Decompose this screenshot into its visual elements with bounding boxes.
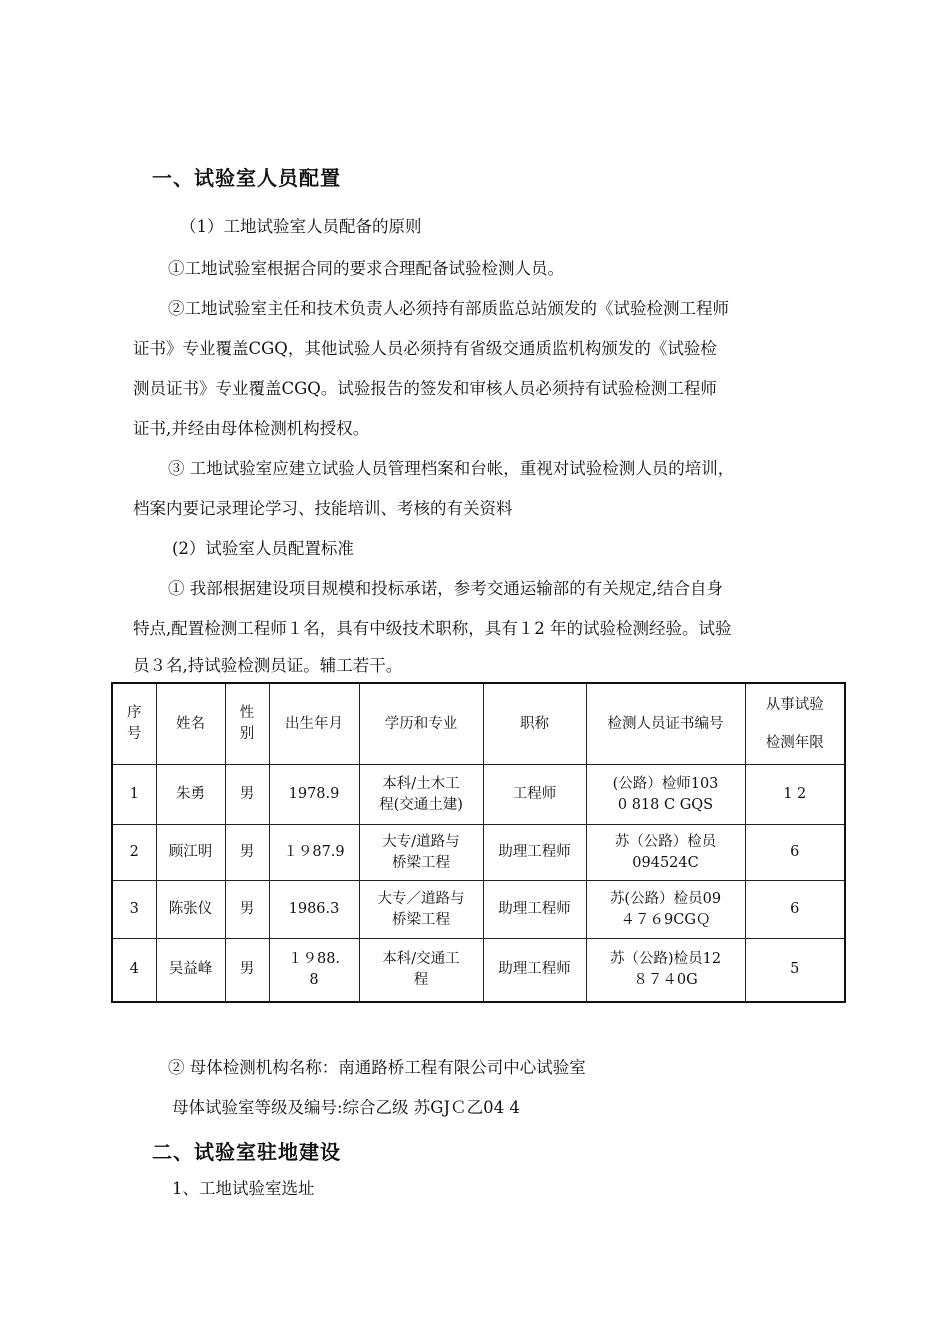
- subheading-principles: （1）工地试验室人员配备的原则: [180, 217, 422, 236]
- cell-gender: 男: [225, 939, 269, 1002]
- cell-name: 吴益峰: [156, 939, 225, 1002]
- paragraph-2-line-4: 证书,并经由母体检测机构授权。: [133, 419, 370, 438]
- cell-certificate: 苏（公路)检员12 ８７４0G: [586, 939, 745, 1002]
- cell-title: 工程师: [483, 765, 586, 825]
- subheading-site-selection: 1、工地试验室选址: [172, 1179, 315, 1198]
- cell-education: 本科/土木工 程(交通土建): [359, 765, 483, 825]
- cell-title: 助理工程师: [483, 881, 586, 939]
- cell-certificate: (公路）检师103 0 818 C GQS: [586, 765, 745, 825]
- table-row: [112, 825, 845, 881]
- paragraph-5: ② 母体检测机构名称：南通路桥工程有限公司中心试验室: [168, 1058, 586, 1077]
- paragraph-4-line-2: 特点,配置检测工程师１名，具有中级技术职称，具有１2 年的试验检测经验。试验: [133, 619, 732, 638]
- cell-birth: １９88. 8: [269, 939, 359, 1002]
- cell-birth: 1978.9: [269, 765, 359, 825]
- paragraph-4-line-3: 员３名,持试验检测员证。辅工若干。: [133, 656, 403, 675]
- cell-gender: 男: [225, 881, 269, 939]
- cell-certificate: 苏（公路）检员 094524C: [586, 825, 745, 881]
- cell-no: 4: [112, 939, 156, 1002]
- cell-title: 助理工程师: [483, 939, 586, 1002]
- table-row: [112, 881, 845, 939]
- paragraph-3-line-1: ③ 工地试验室应建立试验人员管理档案和台帐，重视对试验检测人员的培训，: [168, 459, 735, 478]
- cell-years: 5: [745, 939, 845, 1002]
- cell-education: 大专/道路与 桥梁工程: [359, 825, 483, 881]
- paragraph-2-line-1: ②工地试验室主任和技术负责人必须持有部质监总站颁发的《试验检测工程师: [168, 299, 729, 318]
- table-row: [112, 765, 845, 825]
- cell-no: 3: [112, 881, 156, 939]
- cell-birth: １９87.9: [269, 825, 359, 881]
- paragraph-6: 母体试验室等级及编号:综合乙级 苏GJＣ乙04 4: [172, 1098, 520, 1117]
- header-name: 姓名: [156, 683, 225, 765]
- cell-education: 本科/交通工 程: [359, 939, 483, 1002]
- cell-name: 朱勇: [156, 765, 225, 825]
- paragraph-4-line-1: ① 我部根据建设项目规模和投标承诺，参考交通运输部的有关规定,结合自身: [168, 579, 723, 598]
- section2-heading: 二、试验室驻地建设: [152, 1140, 341, 1164]
- cell-years: 1 2: [745, 765, 845, 825]
- subheading-standards: (2）试验室人员配置标准: [172, 539, 354, 558]
- cell-gender: 男: [225, 825, 269, 881]
- cell-years: 6: [745, 881, 845, 939]
- header-education: 学历和专业: [359, 683, 483, 765]
- cell-education: 大专／道路与 桥梁工程: [359, 881, 483, 939]
- section1-heading: 一、试验室人员配置: [152, 166, 341, 190]
- cell-name: 陈张仪: [156, 881, 225, 939]
- paragraph-1: ①工地试验室根据合同的要求合理配备试验检测人员。: [168, 259, 564, 278]
- cell-title: 助理工程师: [483, 825, 586, 881]
- cell-birth: 1986.3: [269, 881, 359, 939]
- header-no: 序 号: [112, 683, 156, 765]
- cell-name: 顾江明: [156, 825, 225, 881]
- paragraph-2-line-2: 证书》专业覆盖CGQ，其他试验人员必须持有省级交通质监机构颁发的《试验检: [133, 339, 717, 358]
- header-certificate: 检测人员证书编号: [586, 683, 745, 765]
- cell-gender: 男: [225, 765, 269, 825]
- header-years: 从事试验 检测年限: [745, 683, 845, 765]
- table-row: [112, 939, 845, 1002]
- cell-no: 1: [112, 765, 156, 825]
- header-gender: 性 别: [225, 683, 269, 765]
- staff-table: [111, 682, 846, 1003]
- cell-no: 2: [112, 825, 156, 881]
- paragraph-2-line-3: 测员证书》专业覆盖CGQ。试验报告的签发和审核人员必须持有试验检测工程师: [133, 379, 717, 398]
- paragraph-3-line-2: 档案内要记录理论学习、技能培训、考核的有关资料: [133, 499, 513, 518]
- cell-years: 6: [745, 825, 845, 881]
- header-title: 职称: [483, 683, 586, 765]
- header-birth: 出生年月: [269, 683, 359, 765]
- cell-certificate: 苏(公路）检员09 ４７６9CGＱ: [586, 881, 745, 939]
- table-header-row: [112, 683, 845, 765]
